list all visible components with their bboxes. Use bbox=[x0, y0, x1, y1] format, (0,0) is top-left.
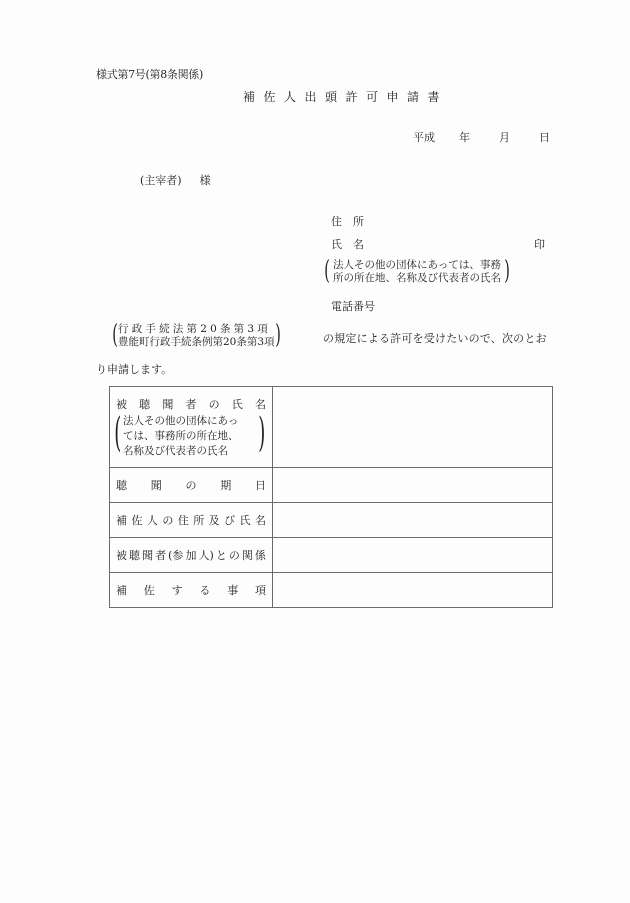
applicant-name-row bbox=[331, 236, 545, 252]
row-label bbox=[110, 538, 273, 573]
row-label bbox=[110, 573, 273, 608]
relationship-value-field[interactable] bbox=[273, 538, 553, 573]
left-paren: ( bbox=[112, 320, 118, 350]
date-month-label: 月 bbox=[499, 131, 510, 144]
application-table bbox=[109, 386, 553, 608]
table-row-assistant-address-name bbox=[110, 503, 553, 538]
hearing-party-value-field[interactable] bbox=[273, 387, 553, 468]
hearing-date-value-field[interactable] bbox=[273, 468, 553, 503]
seal-mark: 印 bbox=[534, 238, 545, 251]
applicant-note-line2: 所の所在地、名称及び代表者の氏名 bbox=[333, 272, 501, 284]
document-title: 補佐人出頭許可申請書 bbox=[243, 90, 449, 104]
date-year-label: 年 bbox=[459, 131, 470, 144]
row-label-text: 被 聴 聞 者 (参 加 人) と の 関 係 bbox=[116, 549, 266, 562]
date-era: 平成 bbox=[413, 131, 435, 144]
addressee-name: (主宰者) bbox=[140, 174, 182, 187]
date-day-label: 日 bbox=[539, 131, 550, 144]
body-text-line2: り申請します。 bbox=[96, 363, 173, 376]
row-label-text: 補 佐 人 の 住 所 及 び 氏 名 bbox=[116, 514, 266, 527]
applicant-note-line1: 法人その他の団体にあっては、事務 bbox=[333, 259, 501, 271]
date-row bbox=[413, 129, 550, 145]
row-label-text: 被 聴 聞 者 の 氏 名 bbox=[116, 397, 266, 411]
form-number: 様式第7号(第8条関係) bbox=[96, 68, 203, 81]
row-label bbox=[110, 468, 273, 503]
row-label bbox=[110, 387, 273, 468]
left-paren: ( bbox=[324, 256, 330, 286]
addressee-honorific: 様 bbox=[199, 174, 211, 187]
right-paren: ) bbox=[504, 256, 510, 286]
table-row-relationship bbox=[110, 538, 553, 573]
applicant-note bbox=[324, 256, 510, 286]
law-line2: 豊能町行政手続条例第20条第3項 bbox=[118, 336, 275, 348]
row-label-note: ( 法人その他の団体にあっ ては、事務所の所在地、 名称及び代表者の氏名 ) bbox=[114, 409, 266, 457]
addressee bbox=[140, 172, 211, 188]
row-label-text: 聴 聞 の 期 日 bbox=[116, 479, 266, 492]
law-line1: 行政手続法第20条第3項 bbox=[118, 323, 271, 335]
body-text-line1: の規定による許可を受けたいので、次のとお bbox=[323, 332, 547, 345]
table-row-hearing-date bbox=[110, 468, 553, 503]
row-label-text: 補 佐 す る 事 項 bbox=[116, 584, 266, 597]
law-reference bbox=[112, 320, 282, 350]
applicant-name-label: 氏 名 bbox=[331, 238, 364, 251]
applicant-phone-label: 電話番号 bbox=[331, 300, 375, 313]
table-row-assistance-matters bbox=[110, 573, 553, 608]
row-label bbox=[110, 503, 273, 538]
applicant-address-label: 住 所 bbox=[331, 215, 364, 228]
table-row-hearing-party bbox=[110, 387, 553, 468]
right-paren: ) bbox=[275, 320, 282, 350]
right-paren: ) bbox=[258, 409, 266, 456]
assistant-address-name-value-field[interactable] bbox=[273, 503, 553, 538]
assistance-matters-value-field[interactable] bbox=[273, 573, 553, 608]
left-paren: ( bbox=[114, 409, 122, 456]
